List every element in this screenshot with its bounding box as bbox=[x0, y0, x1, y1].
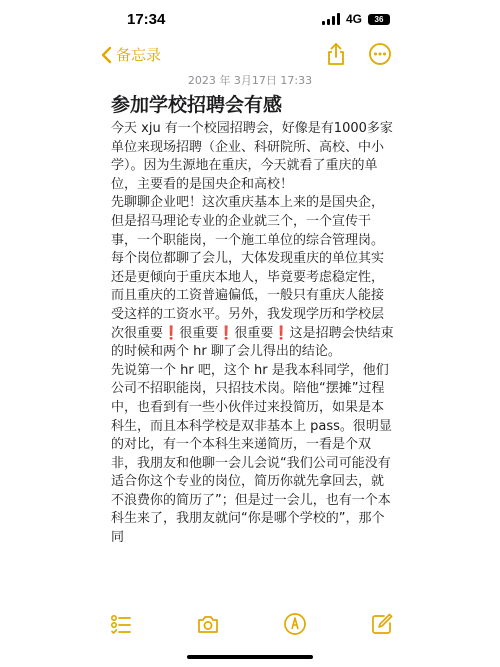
paragraph-intro: 今天 xju 有一个校园招聘会，好像是有1000多家单位来现场招聘（企业、科研院所、高校、中小学）。因为生源地在重庆，今天就看了重庆的单位，主要看的是国央企和高校！ bbox=[111, 121, 393, 192]
network-type: 4G bbox=[345, 12, 362, 26]
bottom-toolbar bbox=[0, 606, 500, 646]
conclusion-text: 这是招聘会快结束的时候和两个 hr 聊了会儿得出的结论。 bbox=[111, 325, 394, 360]
paragraph-enterprise bbox=[111, 194, 396, 361]
exclamation-icon: ❗ bbox=[273, 325, 290, 341]
note-title[interactable]: 参加学校招聘会有感 bbox=[111, 94, 283, 116]
emphasis-text-1: 很重要 bbox=[179, 325, 219, 341]
battery-level: 36 bbox=[374, 14, 384, 24]
paragraph-first-hr: 先说第一个 hr 吧，这个 hr 是我本科同学，他们公司不招职能岗，只招技术岗。陪他“摆摊”过程中，也看到有一些小伙伴过来投简历，如果是本科生，而且本科学校是双非基本上 pass。很明显的对比，有一个本科生来递简历，一看是个双非，我朋友和他聊一会儿会说“我们公司可能没有适合你这个专业的岗位，简历你就先拿回去，就不浪费你的简历了”；但是过一会儿，也有一个本科生来了，我朋友就问“你是哪个学校的”，那个同 bbox=[111, 362, 392, 546]
nav-actions bbox=[326, 42, 392, 66]
status-bar bbox=[0, 0, 500, 40]
exclamation-icon: ❗ bbox=[163, 325, 180, 341]
emphasis-text-2: 很重要 bbox=[234, 325, 274, 341]
note-body[interactable] bbox=[111, 120, 396, 600]
exclamation-icon: ❗ bbox=[218, 325, 235, 341]
battery-icon bbox=[368, 14, 390, 25]
share-icon[interactable] bbox=[326, 42, 346, 66]
compose-icon[interactable] bbox=[370, 612, 394, 636]
status-time: 17:34 bbox=[127, 11, 166, 28]
back-button[interactable] bbox=[100, 44, 161, 65]
home-indicator bbox=[187, 655, 313, 659]
camera-icon[interactable] bbox=[196, 612, 220, 636]
cellular-signal-icon bbox=[322, 13, 340, 25]
back-label: 备忘录 bbox=[116, 46, 162, 64]
nav-bar bbox=[0, 38, 500, 74]
markup-icon[interactable] bbox=[283, 612, 307, 636]
status-indicators bbox=[322, 12, 390, 26]
checklist-icon[interactable] bbox=[109, 612, 133, 636]
enterprise-text: 先聊聊企业吧！这次重庆基本上来的是国央企，但是招马理论专业的企业就三个，一个宣传干事，一个职能岗，一个施工单位的综合管理岗。每个岗位都聊了会儿，大体发现重庆的单位其实还是更倾向于重庆本地人，毕竟要考虑稳定性，而且重庆的工资普遍偏低，一般只有重庆人能接受这样的工资水平。另外，我发现学历和学校层次很重要 bbox=[111, 195, 385, 341]
chevron-left-icon bbox=[100, 46, 112, 64]
note-date: 2023 年 3月17日 17:33 bbox=[187, 74, 313, 87]
more-icon[interactable] bbox=[368, 42, 392, 66]
